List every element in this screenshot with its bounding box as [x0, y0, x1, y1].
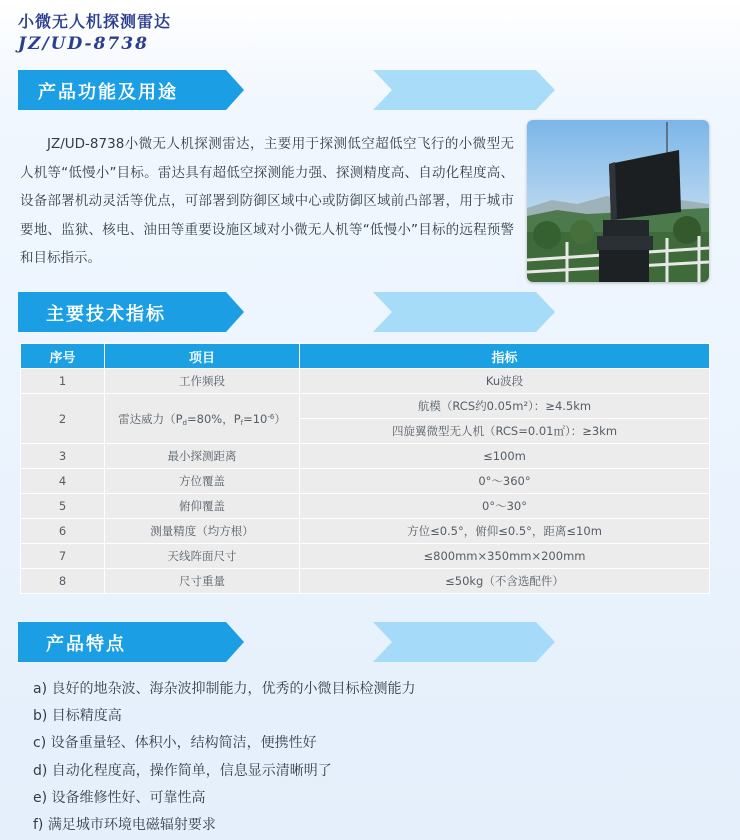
radar-photo — [527, 120, 709, 282]
table-row — [21, 444, 710, 469]
cell-item — [105, 394, 300, 444]
table-row — [21, 369, 710, 394]
list-item: a) 良好的地杂波、海杂波抑制能力，优秀的小微目标检测能力 — [33, 681, 416, 697]
section-title-specs: 主要技术指标 — [46, 304, 166, 325]
list-item: d) 自动化程度高，操作简单，信息显示清晰明了 — [33, 762, 332, 779]
item-superscript: -6 — [267, 412, 275, 421]
cell-spec: Ku波段 — [300, 369, 710, 394]
cell-no: 8 — [21, 569, 105, 594]
page-title: 小微无人机探测雷达 — [18, 12, 172, 31]
header-spec: 指标 — [300, 344, 710, 369]
cell-no: 7 — [21, 544, 105, 569]
cell-item: 天线阵面尺寸 — [105, 544, 300, 569]
model-number: JZ/UD-8738 — [18, 34, 149, 54]
cell-no: 2 — [21, 394, 105, 444]
cell-spec: 四旋翼微型无人机（RCS=0.01㎡）：≥3km — [300, 419, 710, 444]
usage-paragraph: JZ/UD-8738小微无人机探测雷达，主要用于探测低空超低空飞行的小微型无人机等“低慢小”目标。雷达具有超低空探测能力强、探测精度高、自动化程度高、设备部署机动灵活等优点，可部署到防御区域中心或防御区域前凸部署，用于城市要地、监狱、核电、油田等重要设施区域对小微无人机等“低慢小”目标的远程预警和目标指示。 — [20, 136, 514, 266]
cell-spec: 航模（RCS约0.05m²）：≥4.5km — [300, 394, 710, 419]
section-banner-features — [18, 622, 558, 662]
cell-spec: ≤100m — [300, 444, 710, 469]
cell-spec: ≤50kg（不含选配件） — [300, 569, 710, 594]
cell-no: 4 — [21, 469, 105, 494]
list-item: f) 满足城市环境电磁辐射要求 — [33, 817, 216, 834]
cell-no: 6 — [21, 519, 105, 544]
item-text: =80%，P — [187, 411, 241, 426]
item-text: =10 — [243, 411, 268, 426]
cell-item: 测量精度（均方根） — [105, 519, 300, 544]
cell-item: 俯仰覆盖 — [105, 494, 300, 519]
cell-spec: 方位≤0.5°，俯仰≤0.5°，距离≤10m — [300, 519, 710, 544]
table-header-row — [21, 344, 710, 369]
cell-item: 尺寸重量 — [105, 569, 300, 594]
table-row — [21, 494, 710, 519]
item-subscript: d — [182, 418, 187, 427]
cell-no: 3 — [21, 444, 105, 469]
cell-no: 1 — [21, 369, 105, 394]
cell-item: 方位覆盖 — [105, 469, 300, 494]
item-text: 雷达威力（P — [118, 411, 183, 426]
table-row — [21, 569, 710, 594]
cell-spec: 0°～30° — [300, 494, 710, 519]
section-banner-specs — [18, 292, 558, 332]
cell-item: 工作频段 — [105, 369, 300, 394]
header-no: 序号 — [21, 344, 105, 369]
cell-spec: 0°～360° — [300, 469, 710, 494]
list-item: b) 目标精度高 — [33, 708, 122, 725]
cell-spec: ≤800mm×350mm×200mm — [300, 544, 710, 569]
list-item: c) 设备重量轻、体积小，结构简洁，便携性好 — [33, 735, 317, 752]
table-row — [21, 519, 710, 544]
item-subscript: f — [240, 418, 244, 427]
table-row — [21, 544, 710, 569]
cell-item: 最小探测距离 — [105, 444, 300, 469]
feature-list — [33, 676, 416, 839]
table-row — [21, 469, 710, 494]
section-title-usage: 产品功能及用途 — [38, 82, 178, 103]
list-item: e) 设备维修性好、可靠性高 — [33, 789, 206, 806]
header-item: 项目 — [105, 344, 300, 369]
section-banner-usage — [18, 70, 558, 110]
spec-table — [20, 343, 710, 594]
table-row — [21, 394, 710, 419]
item-text: ） — [274, 411, 286, 426]
section-title-features: 产品特点 — [46, 634, 126, 655]
cell-no: 5 — [21, 494, 105, 519]
